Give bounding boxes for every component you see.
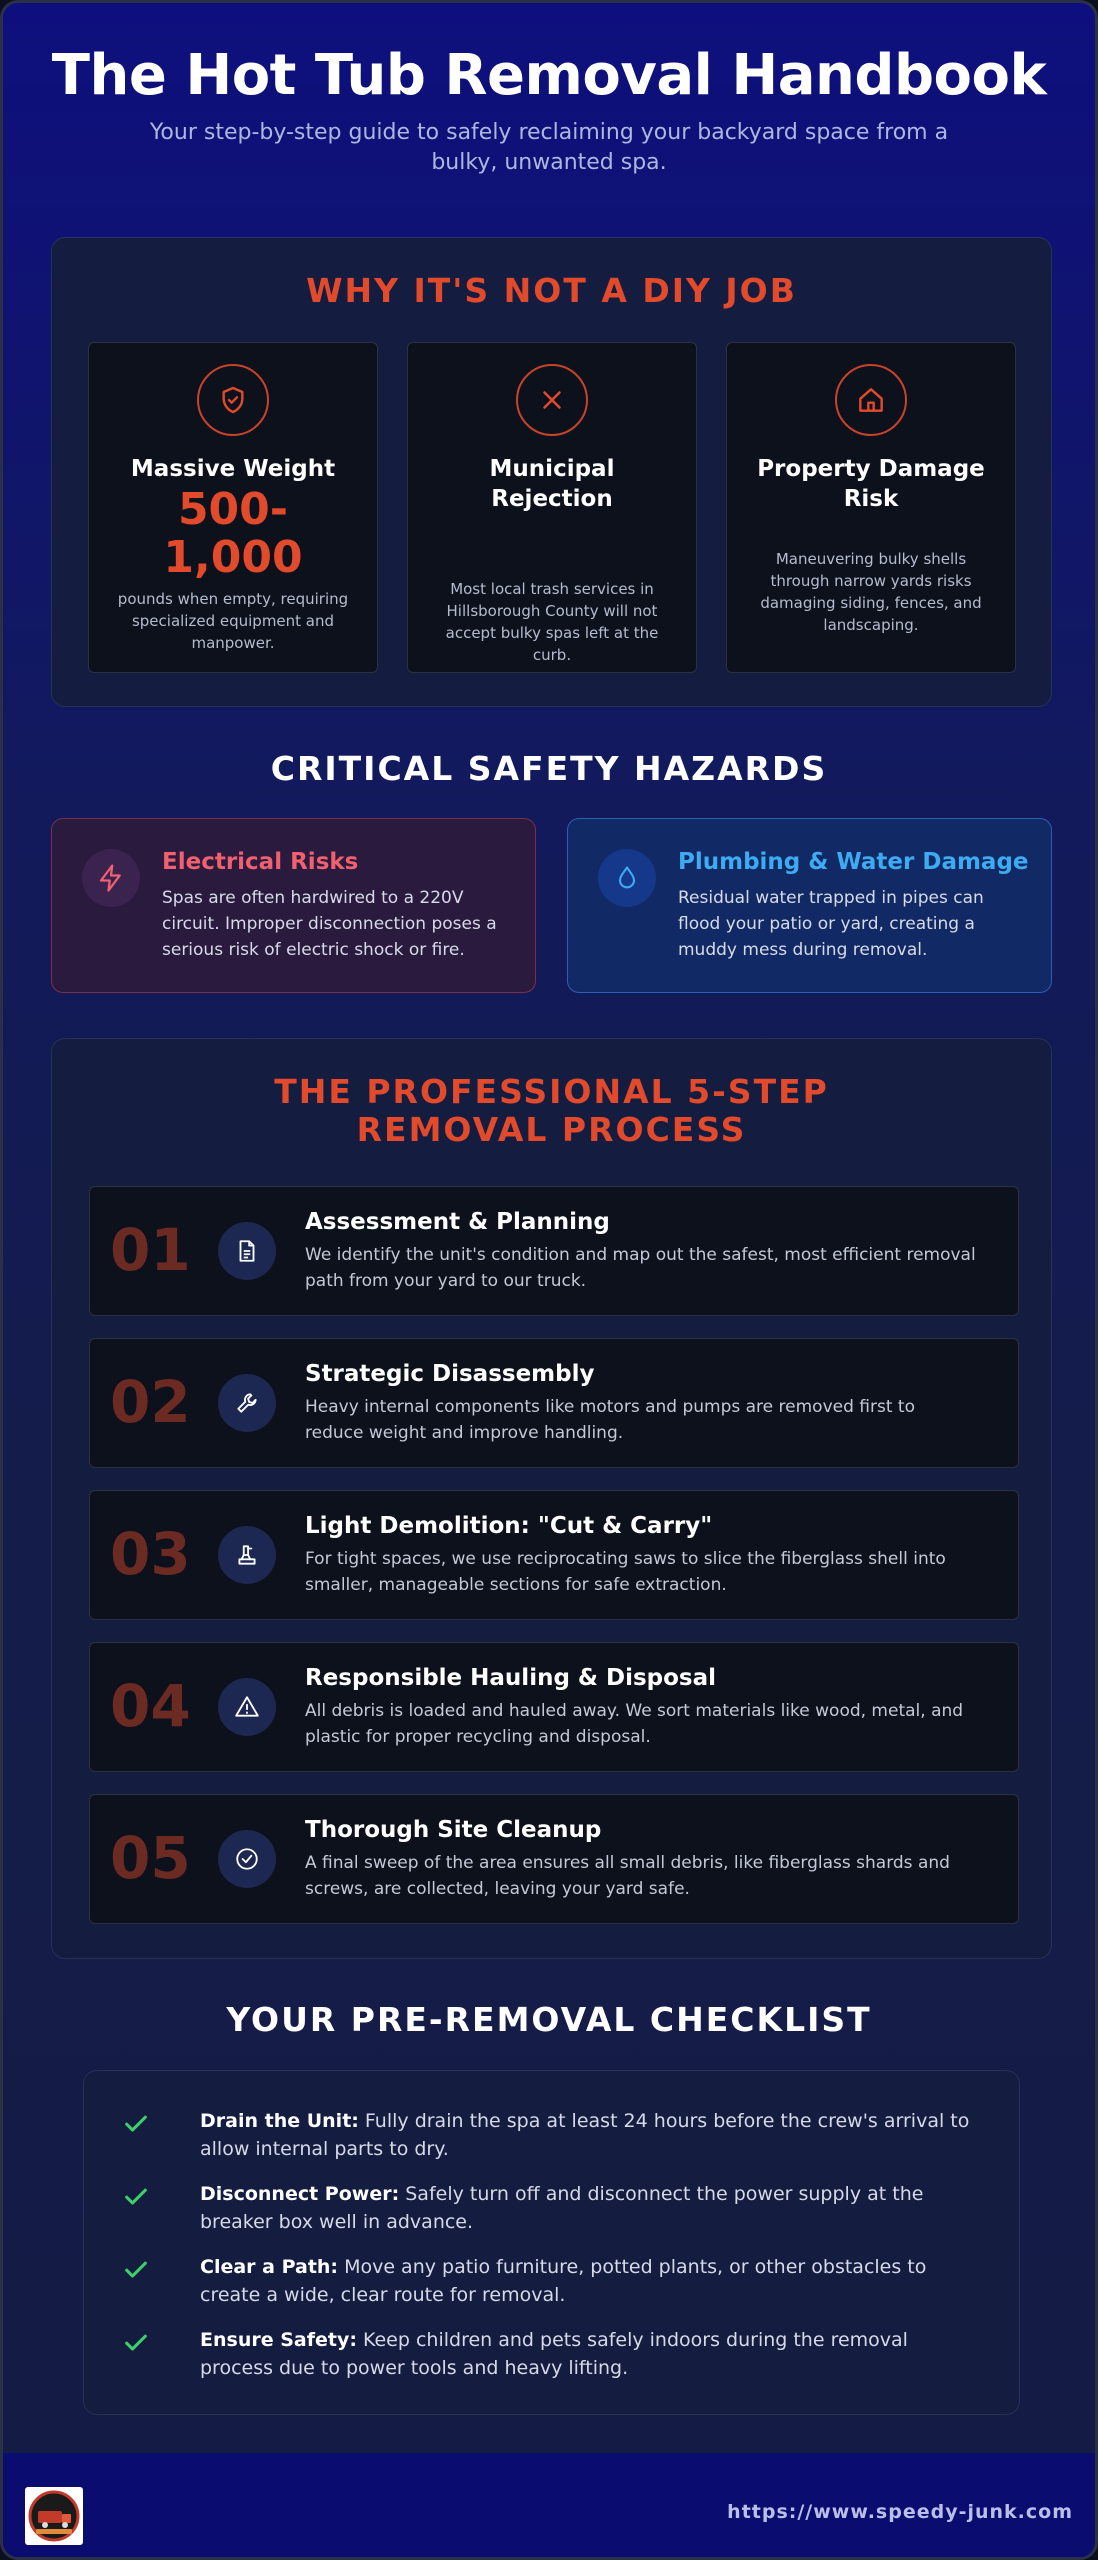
hazards-heading: CRITICAL SAFETY HAZARDS <box>270 749 828 788</box>
step-text: For tight spaces, we use reciprocating saws to slice the fiberglass shell into smaller, manageable sections for safe extraction. <box>305 1549 946 1595</box>
checklist-item-text: Move any patio furniture, potted plants, or other obstacles to create a wide, clear route for removal. <box>200 2256 927 2306</box>
checklist-item-text: Keep children and pets safely indoors during the removal process due to power tools and heavy lifting. <box>200 2329 908 2379</box>
card-municipal-rejection <box>407 342 697 673</box>
step-3 <box>89 1490 1019 1620</box>
wrench-icon <box>218 1374 276 1432</box>
step-text: All debris is loaded and hauled away. We sort materials like wood, metal, and plastic for proper recycling and disposal. <box>305 1701 964 1747</box>
checkmark-icon <box>122 2328 150 2356</box>
step-title: Assessment & Planning <box>305 1209 610 1235</box>
step-text: Heavy internal components like motors and pumps are removed first to reduce weight and improve handling. <box>305 1397 915 1443</box>
document-icon <box>218 1222 276 1280</box>
hazard-title: Electrical Risks <box>162 849 359 875</box>
checklist-item-label: Clear a Path: <box>200 2256 339 2278</box>
website-link[interactable]: https://www.speedy-junk.com <box>727 2501 1073 2523</box>
card-title: Municipal Rejection <box>489 456 615 512</box>
step-4 <box>89 1642 1019 1772</box>
card-text: Most local trash services in Hillsborough County will not accept bulky spas left at the curb. <box>445 580 659 664</box>
page-title: The Hot Tub Removal Handbook <box>51 43 1047 108</box>
step-number: 01 <box>110 1216 191 1284</box>
step-2 <box>89 1338 1019 1468</box>
hazard-title: Plumbing & Water Damage <box>678 849 1029 875</box>
checklist-panel <box>83 2070 1020 2415</box>
house-icon <box>835 364 907 436</box>
card-title: Property Damage Risk <box>757 456 985 512</box>
hazard-plumbing <box>567 818 1052 993</box>
lightning-icon <box>82 849 140 907</box>
process-heading: THE PROFESSIONAL 5-STEP REMOVAL PROCESS <box>274 1072 829 1149</box>
card-title: Massive Weight <box>130 456 336 482</box>
speedy-junk-logo-icon <box>25 2487 83 2545</box>
water-drop-icon <box>598 849 656 907</box>
checkmark-icon <box>122 2255 150 2283</box>
warning-triangle-icon <box>218 1678 276 1736</box>
checklist-item-label: Drain the Unit: <box>200 2110 359 2132</box>
footer <box>3 2453 1095 2557</box>
step-5 <box>89 1794 1019 1924</box>
checklist-heading: YOUR PRE-REMOVAL CHECKLIST <box>226 2000 872 2039</box>
x-icon <box>516 364 588 436</box>
hazard-text: Spas are often hardwired to a 220V circuit. Improper disconnection poses a serious risk of electric shock or fire. <box>162 888 497 960</box>
step-title: Strategic Disassembly <box>305 1361 595 1387</box>
diy-heading: WHY IT'S NOT A DIY JOB <box>306 271 797 310</box>
step-number: 05 <box>110 1824 191 1892</box>
process-panel <box>51 1038 1052 1959</box>
diy-panel <box>51 237 1052 707</box>
step-text: A final sweep of the area ensures all small debris, like fiberglass shards and screws, are collected, leaving your yard safe. <box>305 1853 950 1899</box>
checklist-item-label: Disconnect Power: <box>200 2183 400 2205</box>
checklist-item-label: Ensure Safety: <box>200 2329 357 2351</box>
weight-value: 500-1,000 <box>163 484 303 583</box>
page-subtitle: Your step-by-step guide to safely reclaiming your backyard space from a bulky, unwanted spa. <box>149 120 949 175</box>
demolition-icon <box>218 1526 276 1584</box>
card-text: Maneuvering bulky shells through narrow yards risks damaging siding, fences, and landscaping. <box>760 550 982 634</box>
step-number: 03 <box>110 1520 191 1588</box>
step-title: Thorough Site Cleanup <box>305 1817 602 1843</box>
checklist-item-text: Safely turn off and disconnect the power supply at the breaker box well in advance. <box>200 2183 924 2233</box>
shield-check-icon <box>197 364 269 436</box>
hazard-text: Residual water trapped in pipes can flood your patio or yard, creating a muddy mess during removal. <box>678 888 984 960</box>
check-circle-icon <box>218 1830 276 1888</box>
checkmark-icon <box>122 2109 150 2137</box>
step-number: 04 <box>110 1672 191 1740</box>
step-text: We identify the unit's condition and map out the safest, most efficient removal path from your yard to our truck. <box>305 1245 976 1291</box>
card-massive-weight <box>88 342 378 673</box>
card-text: pounds when empty, requiring specialized equipment and manpower. <box>117 590 349 652</box>
step-title: Responsible Hauling & Disposal <box>305 1665 717 1691</box>
step-number: 02 <box>110 1368 191 1436</box>
hazard-electrical <box>51 818 536 993</box>
checklist-item-text: Fully drain the spa at least 24 hours before the crew's arrival to allow internal parts to dry. <box>200 2110 970 2160</box>
card-property-damage <box>726 342 1016 673</box>
step-1 <box>89 1186 1019 1316</box>
checkmark-icon <box>122 2182 150 2210</box>
step-title: Light Demolition: "Cut & Carry" <box>305 1513 713 1539</box>
